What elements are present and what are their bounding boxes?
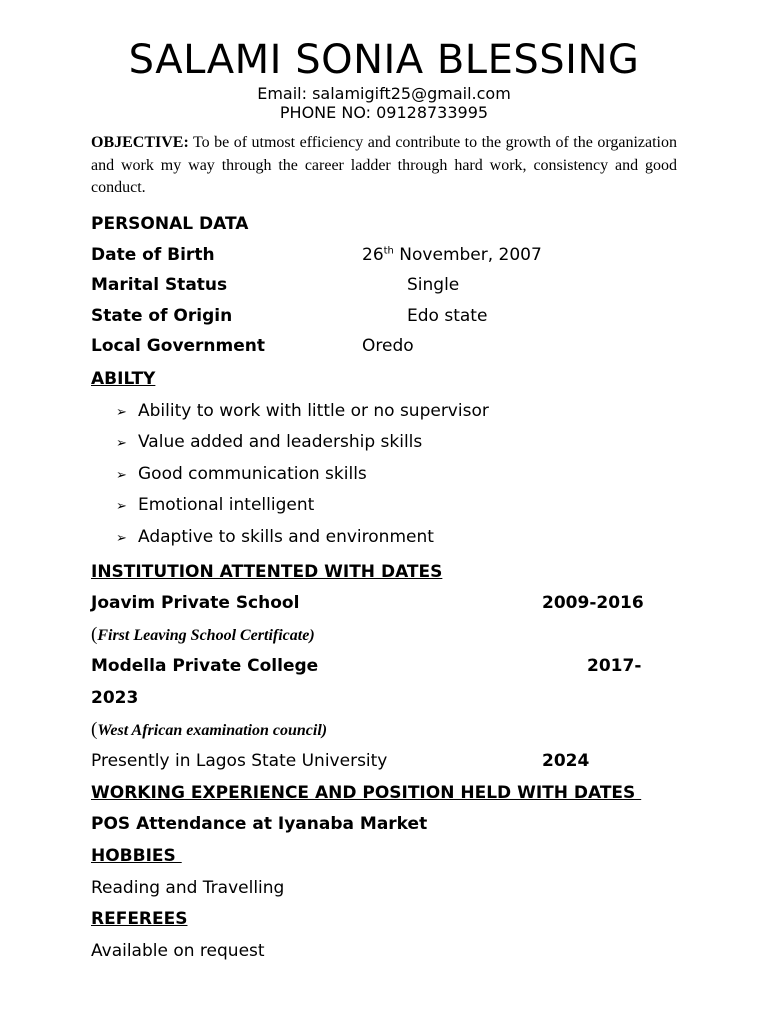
school3-dates: 2024 [542,751,590,771]
education-heading: INSTITUTION ATTENTED WITH DATES [91,562,443,582]
list-item: ➢ Emotional intelligent [116,495,315,515]
marital-status-label: Marital Status [91,275,228,295]
local-government-value: Oredo [362,336,414,356]
list-item: ➢ Good communication skills [116,464,367,484]
school2-dates-end: 2023 [91,688,139,708]
list-item: ➢ Ability to work with little or no supervisor [116,401,489,421]
arrow-bullet-icon: ➢ [116,531,127,546]
email-line: Email: salamigift25@gmail.com [257,84,511,103]
experience-item: POS Attendance at Iyanaba Market [91,814,428,834]
hobbies-heading: HOBBIES [91,846,182,866]
school2-name: Modella Private College [91,656,319,676]
marital-status-value: Single [407,275,460,295]
school2-certificate: (West African examination council) [91,719,328,740]
school1-dates: 2009-2016 [542,593,644,613]
arrow-bullet-icon: ➢ [116,405,127,420]
arrow-bullet-icon: ➢ [116,499,127,514]
list-item: ➢ Value added and leadership skills [116,432,423,452]
school2-dates-start: 2017- [587,656,642,676]
hobbies-text: Reading and Travelling [91,878,285,898]
objective-paragraph [91,132,677,200]
school1-name: Joavim Private School [91,593,300,613]
state-of-origin-value: Edo state [407,306,488,326]
objective-label: OBJECTIVE: [91,134,189,151]
dob-label: Date of Birth [91,245,215,265]
state-of-origin-label: State of Origin [91,306,233,326]
local-government-label: Local Government [91,336,266,356]
referees-text: Available on request [91,941,265,961]
objective-text: To be of utmost efficiency and contribute to the growth of the organization and work my way through the career ladder through hard work, consistency and good conduct. [91,134,677,196]
experience-heading: WORKING EXPERIENCE AND POSITION HELD WITH DATES [91,783,642,803]
ability-heading: ABILTY [91,369,156,389]
applicant-name: SALAMI SONIA BLESSING [128,37,640,83]
arrow-bullet-icon: ➢ [116,468,127,483]
referees-heading: REFEREES [91,909,188,929]
phone-line: PHONE NO: 09128733995 [279,103,489,122]
arrow-bullet-icon: ➢ [116,436,127,451]
school3-name: Presently in Lagos State University [91,751,388,771]
list-item: ➢ Adaptive to skills and environment [116,527,434,547]
school1-certificate: (First Leaving School Certificate) [91,624,315,645]
dob-value: 26th November, 2007 [362,245,542,265]
personal-data-heading: PERSONAL DATA [91,214,249,234]
